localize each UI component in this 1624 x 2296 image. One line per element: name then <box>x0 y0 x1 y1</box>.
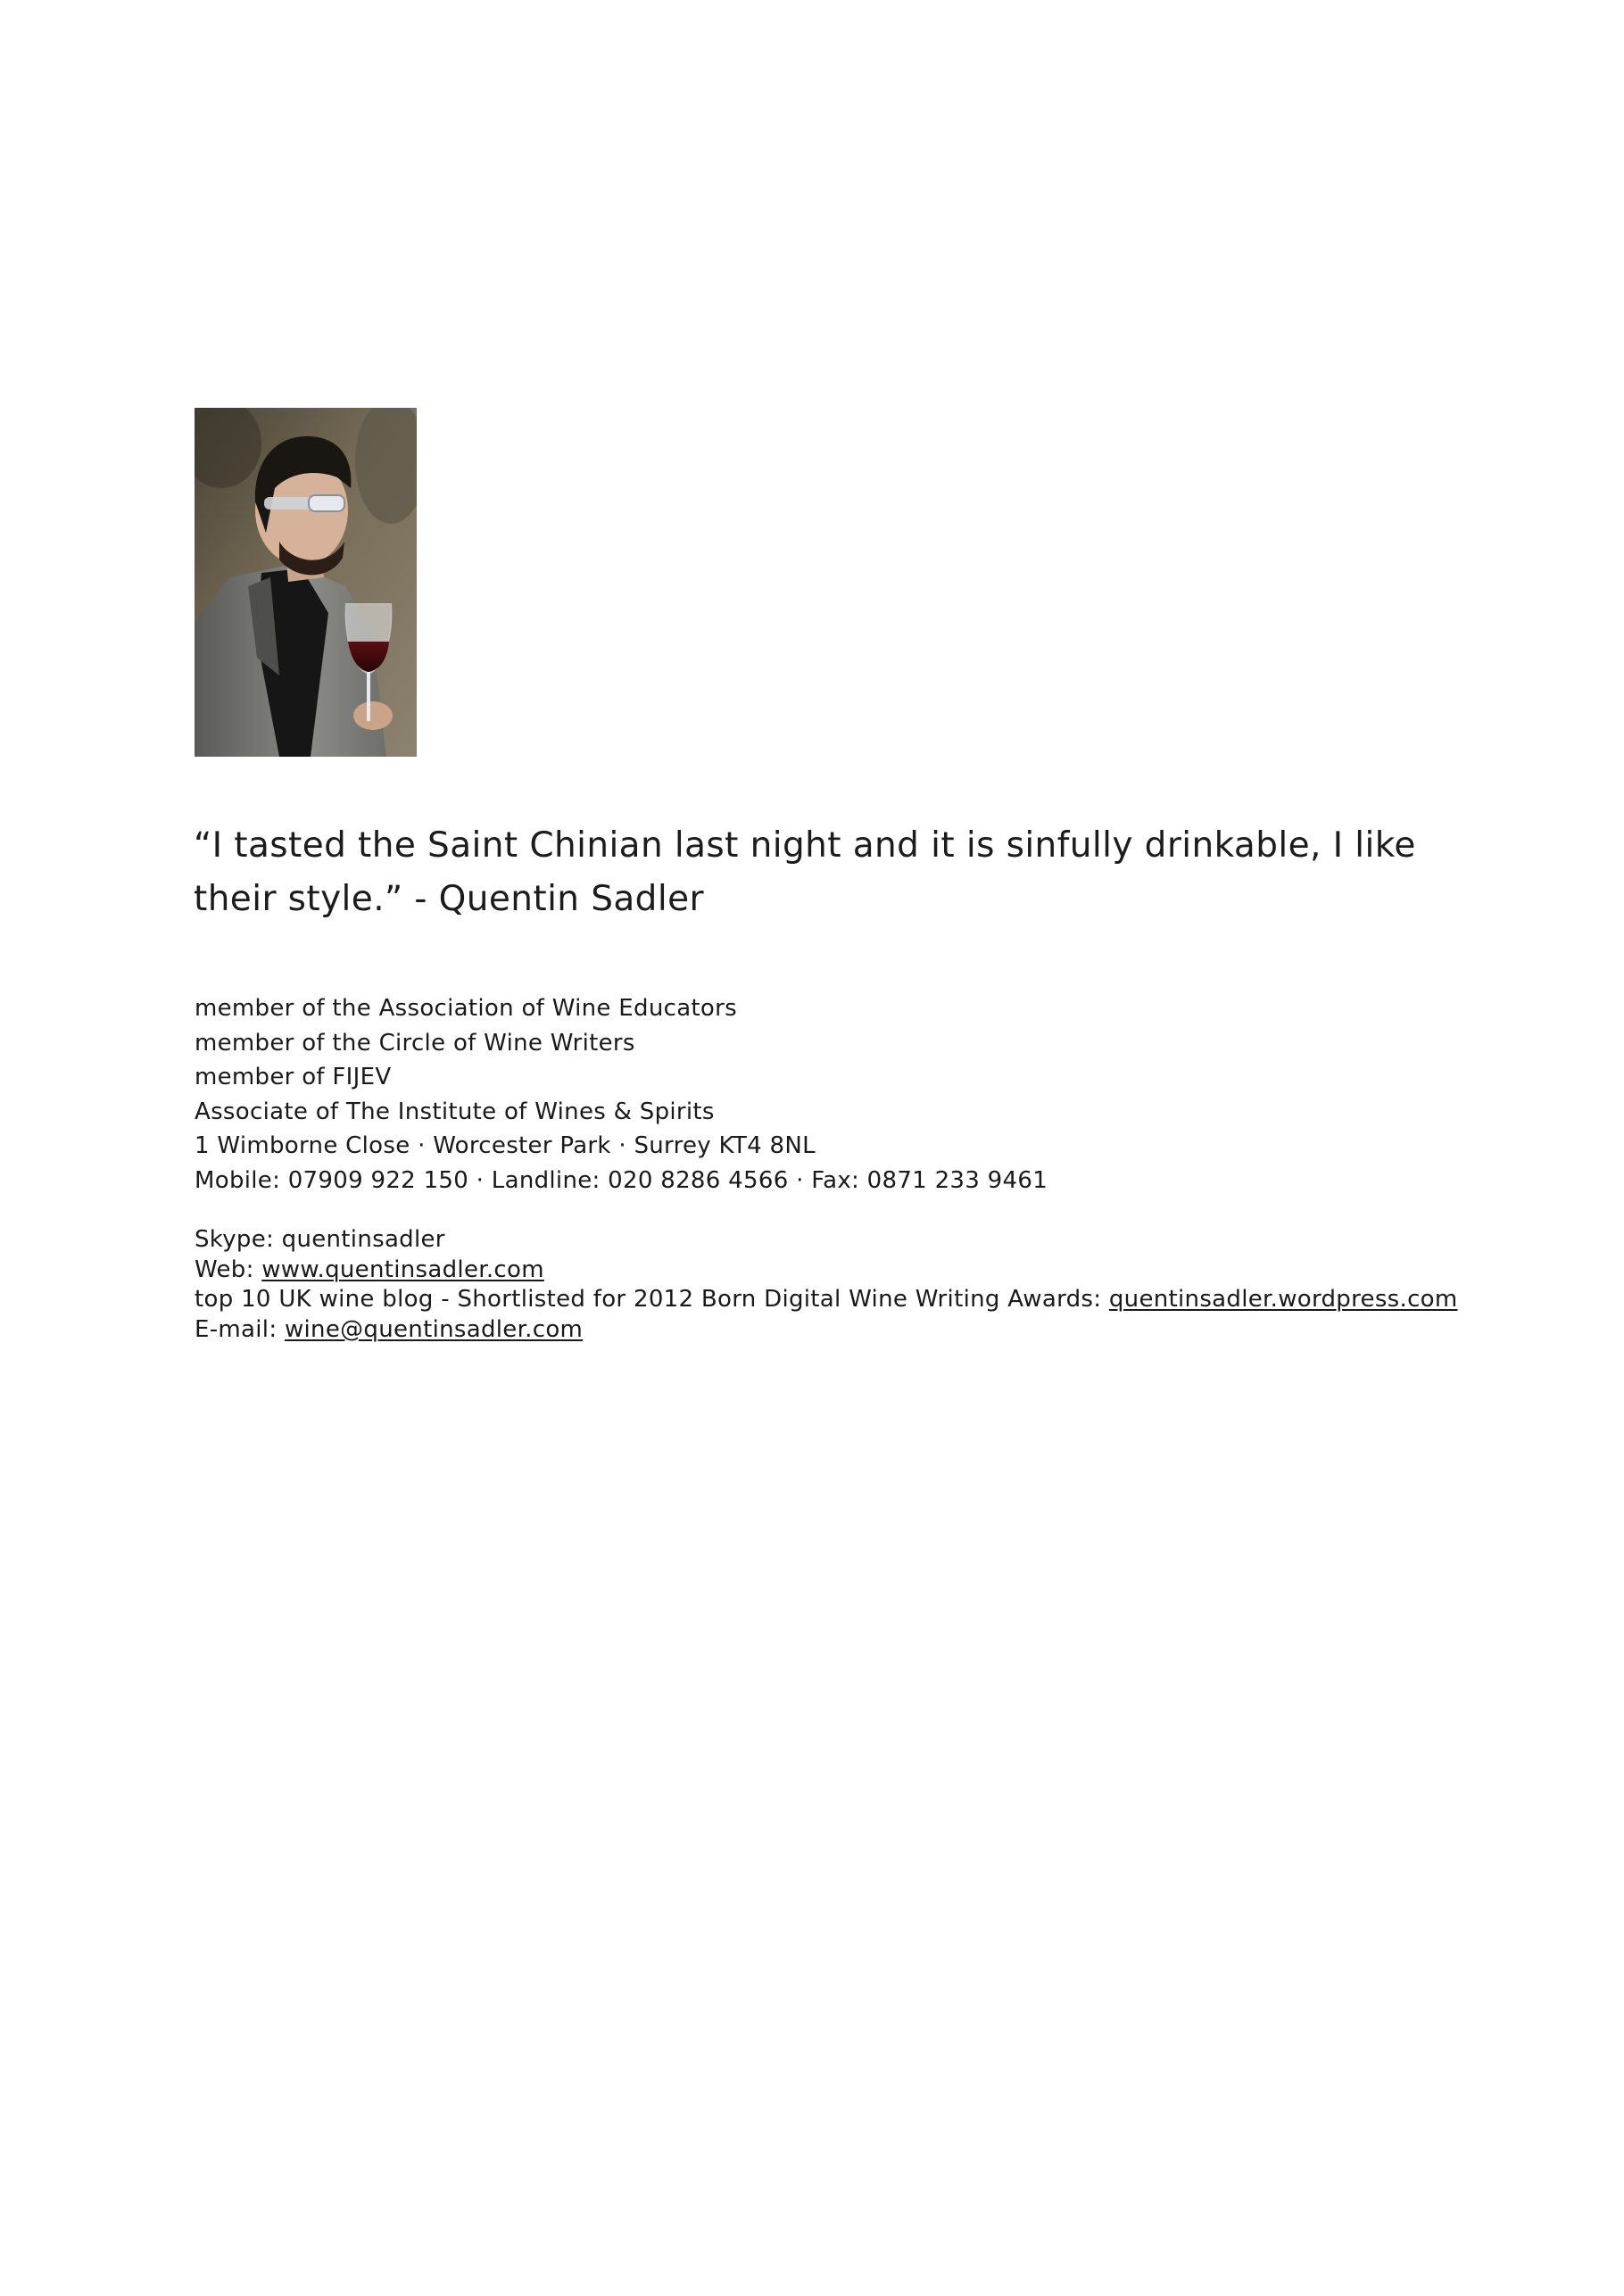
credential-item: member of the Association of Wine Educators <box>195 995 737 1022</box>
blog-line <box>195 1285 1533 1315</box>
credential-item: member of FIJEV <box>195 1064 392 1090</box>
blog-link[interactable]: quentinsadler.wordpress.com <box>1108 1286 1458 1313</box>
portrait-photo <box>195 408 417 757</box>
phone-line: Mobile: 07909 922 150 · Landline: 020 8286 4566 · Fax: 0871 233 9461 <box>195 1166 1048 1194</box>
credential-item: member of the Circle of Wine Writers <box>195 1029 635 1057</box>
web-link[interactable]: www.quentinsadler.com <box>261 1256 544 1283</box>
contact-block <box>195 1225 1533 1345</box>
credential-item: Associate of The Institute of Wines & Spirits <box>195 1098 715 1125</box>
email-line <box>195 1315 1533 1346</box>
address-line: 1 Wimborne Close · Worcester Park · Surrey KT4 8NL <box>195 1132 816 1159</box>
email-link[interactable]: wine@quentinsadler.com <box>284 1315 584 1343</box>
web-line <box>195 1256 1533 1286</box>
blog-label: top 10 UK wine blog - Shortlisted for 2012 Born Digital Wine Writing Awards: <box>195 1286 1109 1313</box>
web-label: Web: <box>195 1256 262 1283</box>
testimonial-quote: “I tasted the Saint Chinian last night and it is sinfully drinkable, I like their style.” - Quentin Sadler <box>194 825 1416 919</box>
credentials-list <box>195 991 1444 1198</box>
email-label: E-mail: <box>195 1315 285 1343</box>
skype-line: Skype: quentinsadler <box>195 1226 445 1253</box>
